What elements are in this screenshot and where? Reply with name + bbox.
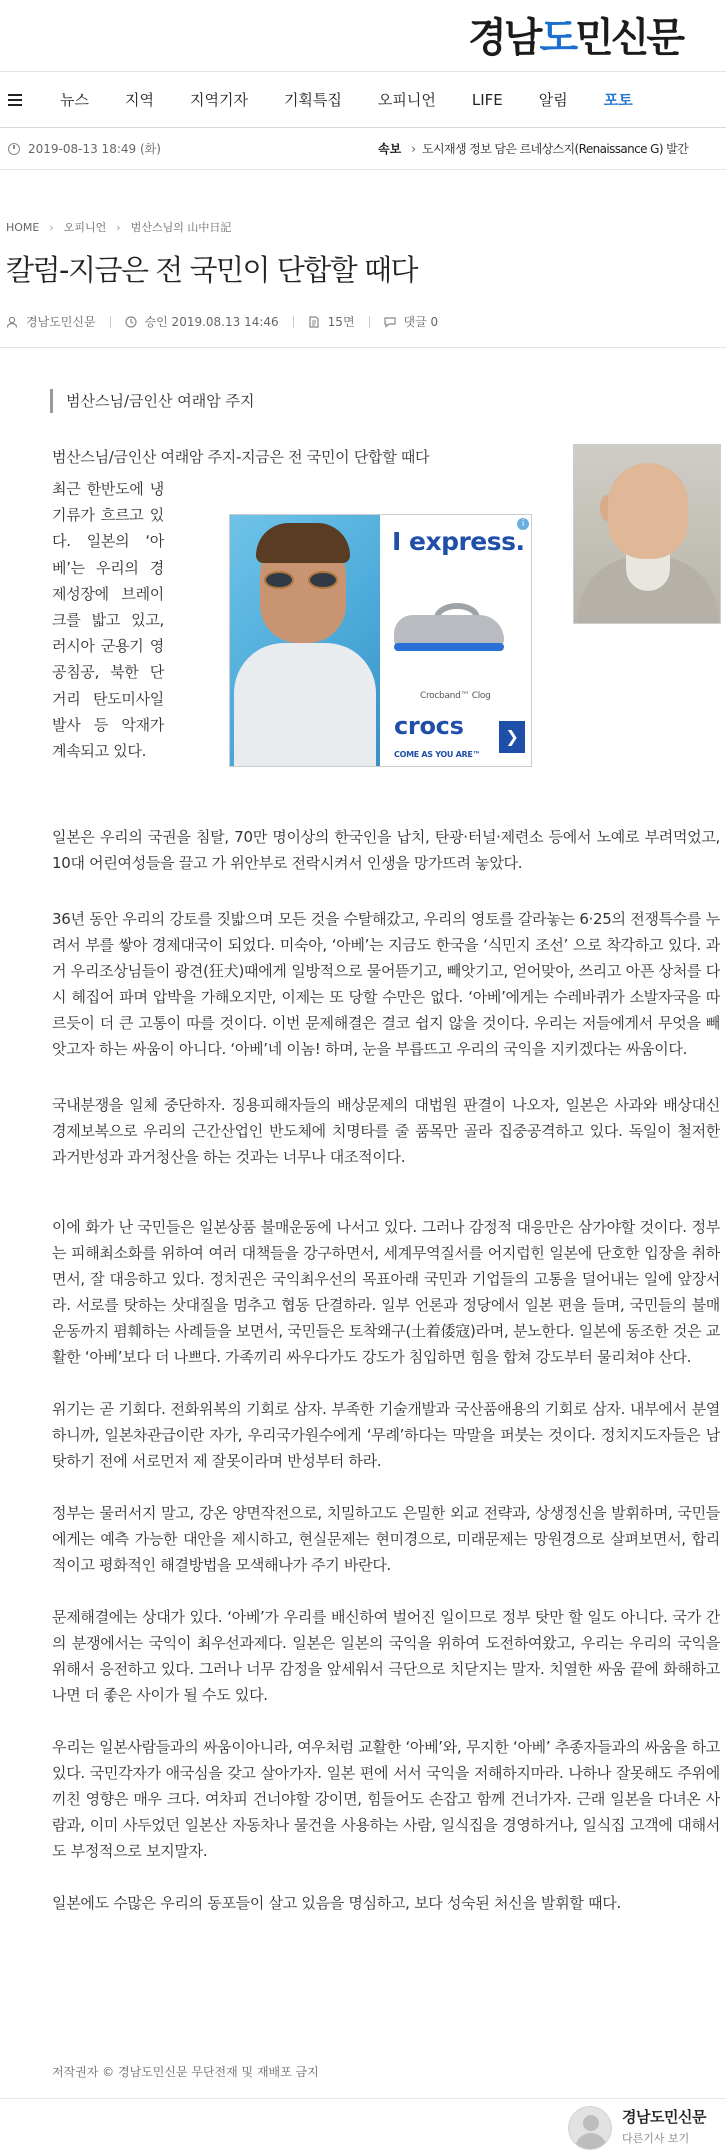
article-paragraph: 정부는 물러서지 말고, 강온 양면작전으로, 치밀하고도 은밀한 외교 전략과, 상생정신을 발휘하며, 국민들에게는 예측 가능한 대안을 제시하고, 현실문제는 현미경으로, 미래문제는 망원경으로 살펴보면서, 합리적이고 평화적인 해결방법을 모색해나가 주기 바란다. xyxy=(52,1504,720,1574)
breaking-label: 속보 xyxy=(378,142,402,156)
ad-headline: I express. xyxy=(392,527,525,556)
breaking-headline-link[interactable]: 도시재생 정보 담은 르네상스지(Renaissance G) 발간 xyxy=(422,142,689,156)
site-logo[interactable] xyxy=(468,6,682,63)
ad-product-name: Crocband™ Clog xyxy=(420,691,491,701)
nav-item-features[interactable]: 기획특집 xyxy=(283,91,342,109)
site-header xyxy=(0,0,726,72)
avatar xyxy=(568,2106,612,2150)
nav-item-region[interactable]: 지역 xyxy=(124,91,154,109)
nav-item-life[interactable]: LIFE xyxy=(471,90,503,109)
nav-item-news[interactable]: 뉴스 xyxy=(60,91,89,109)
article-title: 칼럼-지금은 전 국민이 단합할 때다 xyxy=(6,253,418,287)
article-paragraph: 이에 화가 난 국민들은 일본상품 불매운동에 나서고 있다. 그러나 감정적 대응만은 삼가야할 것이다. 정부는 피해최소화를 위하여 여러 대책들을 강구하면서, 세계무역질서를 어지럽힌 일본에 단호한 입장을 취하면서, 잘 대응하고 있다. 정치권은 국익최우선의 목표아래 국민과 기업들의 고통을 덜어내는 일에 앞장서라. 서로를 탓하는 삿대질을 멈추고 협동 단결하라. 일부 언론과 정당에서 일본 편을 들며, 국민들의 불매운동까지 폄훼하는 사례들을 보면서, 국민들은 토착왜구(土着倭寇)라며, 분노한다. 일본에 동조한 것은 교활한 ‘아베’보다 더 나쁘다. 가족끼리 싸우다가도 강도가 침입하면 힘을 합쳐 강도부터 물리쳐야 산다. xyxy=(52,1218,720,1366)
main-nav xyxy=(0,72,726,128)
article-body xyxy=(52,440,720,1916)
article-paragraph: 일본은 우리의 국권을 침탈, 70만 명이상의 한국인을 납치, 탄광·터널·제련소 등에서 노예로 부려먹었고, 10대 어린여성들을 끌고 가 위안부로 전락시켜서 인생을 망가뜨려 놓았다. xyxy=(52,828,720,872)
footer-divider xyxy=(0,2098,726,2099)
author-box xyxy=(568,2102,726,2151)
article-lead: 범산스님/금인산 여래암 주지-지금은 전 국민이 단합할 때다 xyxy=(52,448,430,466)
clog-image xyxy=(394,603,504,653)
breadcrumb-section[interactable]: 범산스님의 山中日記 xyxy=(130,221,232,234)
nav-item-region-reporter[interactable]: 지역기자 xyxy=(189,91,248,109)
nav-item-photo[interactable]: 포토 xyxy=(603,91,633,109)
article-page: 15면 xyxy=(327,315,355,329)
ad-model-image xyxy=(230,515,380,767)
chevron-right-icon: › xyxy=(116,220,121,234)
intro-with-ad xyxy=(52,476,720,802)
ad-tagline: COME AS YOU ARE™ xyxy=(394,750,481,759)
nav-item-opinion[interactable]: 오피니언 xyxy=(377,91,436,109)
breadcrumb-home[interactable]: HOME xyxy=(6,220,40,234)
breadcrumb xyxy=(6,219,231,235)
meta-divider-line xyxy=(0,347,726,348)
comment-icon xyxy=(384,316,396,328)
ad-info-icon[interactable]: i xyxy=(517,518,529,530)
advertisement-banner[interactable] xyxy=(229,514,532,767)
article-paragraph: 36년 동안 우리의 강토를 짓밟으며 모든 것을 수탈해갔고, 우리의 영토를 갈라놓는 6·25의 전쟁특수를 누려서 부를 쌓아 경제대국이 되었다. 미숙아, ‘아베’는 지금도 한국을 ‘식민지 조선’ 으로 착각하고 있다. 과거 우리조상님들이 광견(狂犬)때에게 일방적으로 물어뜯기고, 빼앗기고, 얻어맞아, 쓰리고 아픈 상처를 다시 헤집어 파며 압박을 가해오지만, 이제는 또 당할 수만은 없다. ‘아베’에게는 수레바퀴가 소발자국을 따르듯이 더 큰 고통이 따를 것이다. 이번 문제해결은 결코 쉽지 않을 것이다. 우리는 저들에게서 무엇을 빼앗고자 하는 싸움이 아니다. ‘아베’네 이놈! 하며, 눈을 부릅뜨고 우리의 국익을 지키겠다는 싸움이다. xyxy=(52,910,720,1058)
chevron-right-icon: › xyxy=(411,141,416,156)
author-box-name: 경남도민신문 xyxy=(622,2108,706,2126)
article-subtitle: 범산스님/금인산 여래암 주지 xyxy=(50,389,254,413)
article-paragraph: 위기는 곧 기회다. 전화위복의 기회로 삼자. 부족한 기술개발과 국산품애용의 기회로 삼자. 내부에서 분열하니까, 일본차관급이란 자가, 우리국가원수에게 ‘무례’하다는 막말을 퍼붓는 것이다. 정치지도자들은 남 탓하기 전에 서로먼저 제 잘못이라며 반성부터 하라. xyxy=(52,1400,720,1470)
user-icon xyxy=(6,316,18,328)
ad-arrow-button[interactable]: ❯ xyxy=(499,721,525,753)
article-author[interactable]: 경남도민신문 xyxy=(26,315,96,329)
clock-icon xyxy=(8,143,20,155)
logo-text-2: 도 xyxy=(539,15,576,61)
copyright-notice: 저작권자 © 경남도민신문 무단전재 및 재배포 금지 xyxy=(52,2065,319,2079)
article-intro: 최근 한반도에 냉기류가 흐르고 있다. 일본의 ‘아베’는 우리의 경제성장에 브레이크를 밟고 있고, 러시아 군용기 영공침공, 북한 단거리 탄도미사일 발사 등 악재가 계속되고 있다. xyxy=(52,480,164,761)
breadcrumb-opinion[interactable]: 오피니언 xyxy=(63,221,107,234)
meta-divider xyxy=(369,316,370,328)
article-paragraph: 일본에도 수많은 우리의 동포들이 살고 있음을 명심하고, 보다 성숙된 처신을 발휘할 때다. xyxy=(52,1894,621,1912)
article-approved-date: 승인 2019.08.13 14:46 xyxy=(144,315,279,329)
article-meta xyxy=(6,313,438,330)
news-ticker xyxy=(0,128,726,170)
nav-item-notice[interactable]: 알림 xyxy=(538,91,568,109)
article-paragraph: 문제해결에는 상대가 있다. ‘아베’가 우리를 배신하여 벌어진 일이므로 정부 탓만 할 일도 아니다. 국가 간의 분쟁에서는 국익이 최우선과제다. 일본은 일본의 국익을 위하여 도전하여왔고, 우리는 우리의 국익을 위해서 응전하고 있다. 그러나 너무 감정을 앞세워서 극단으로 치닫지는 말자. 치열한 싸움 끝에 화해하고 나면 더 좋은 사이가 될 수도 있다. xyxy=(52,1608,720,1704)
article-paragraph: 국내분쟁을 일체 중단하자. 징용피해자들의 배상문제의 대법원 판결이 나오자, 일본은 사과와 배상대신 경제보복으로 우리의 근간산업인 반도체에 치명타를 줄 품목만 골라 집중공격하고 있다. 독일이 철저한 과거반성과 과거청산을 하는 것과는 너무나 대조적이다. xyxy=(52,1096,720,1166)
meta-divider xyxy=(110,316,111,328)
logo-text-1: 경남 xyxy=(468,15,540,61)
article-paragraph: 우리는 일본사람들과의 싸움이아니라, 여우처럼 교활한 ‘아베’와, 무지한 ‘아베’ 추종자들과의 싸움을 하고 있다. 국민각자가 애국심을 갖고 살아가자. 일본 편에 서서 국익을 저해하지마라. 나하나 잘못해도 주위에 끼친 영향은 매우 크다. 여차피 건너야할 강이면, 힘들어도 손잡고 함께 건너가자. 근래 일본을 다녀온 사람과, 이미 사두었던 일본산 자동차나 물건을 사용하는 사람, 일식집을 경영하거나, 일식집 고객에 대해서도 부정적으로 보지말자. xyxy=(52,1738,720,1860)
chevron-right-icon: › xyxy=(49,220,54,234)
current-datetime: 2019-08-13 18:49 (화) xyxy=(28,142,161,156)
ad-brand-logo: crocs xyxy=(394,712,464,740)
more-articles-link[interactable]: 다른기사 보기 xyxy=(622,2132,690,2145)
article-comments[interactable]: 댓글 0 xyxy=(403,315,439,329)
ad-product-panel xyxy=(380,515,532,767)
logo-text-3: 민신문 xyxy=(575,15,682,61)
clock-icon xyxy=(125,316,137,328)
hamburger-icon[interactable] xyxy=(8,94,22,106)
document-icon xyxy=(308,316,320,328)
meta-divider xyxy=(293,316,294,328)
